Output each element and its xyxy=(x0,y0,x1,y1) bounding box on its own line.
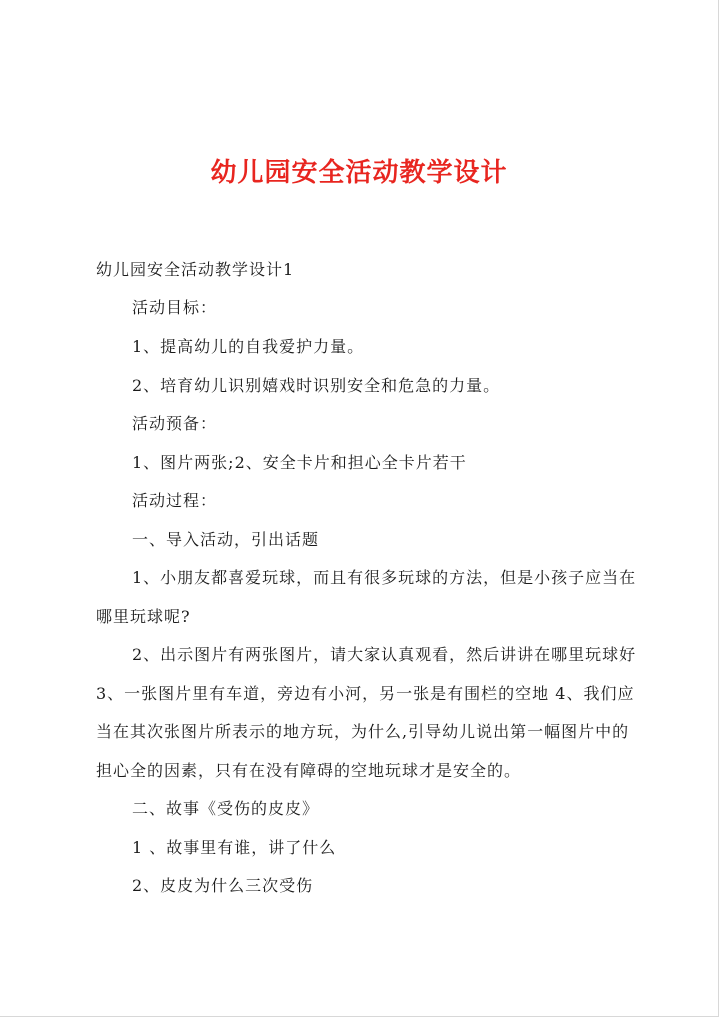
paragraph-activity-goals-label: 活动目标： xyxy=(132,298,218,317)
paragraph-step-1-1: 1、小朋友都喜爱玩球，而且有很多玩球的方法，但是小孩子应当在 xyxy=(132,568,637,587)
paragraph-step-1-2-cont-c: 担心全的因素，只有在没有障碍的空地玩球才是安全的。 xyxy=(96,761,522,780)
paragraph-step-1-2-cont-a: 3、一张图片里有车道，旁边有小河，另一张是有围栏的空地 4、我们应 xyxy=(96,684,635,703)
section-heading: 幼儿园安全活动教学设计1 xyxy=(96,260,295,279)
paragraph-step-2-heading: 二、故事《受伤的皮皮》 xyxy=(132,799,320,818)
paragraph-preparation-label: 活动预备： xyxy=(132,414,218,433)
paragraph-step-1-2-cont-b: 当在其次张图片所表示的地方玩，为什么,引导幼儿说出第一幅图片中的 xyxy=(96,722,630,741)
paragraph-step-1-1-cont: 哪里玩球呢? xyxy=(96,607,191,626)
document-title: 幼儿园安全活动教学设计 xyxy=(210,158,508,188)
paragraph-preparation-items: 1、图片两张;2、安全卡片和担心全卡片若干 xyxy=(132,453,467,472)
paragraph-process-label: 活动过程： xyxy=(132,491,218,510)
paragraph-step-2-1: 1 、故事里有谁，讲了什么 xyxy=(132,838,337,857)
paragraph-step-2-2: 2、皮皮为什么三次受伤 xyxy=(132,876,314,895)
paragraph-step-1-heading: 一、导入活动，引出话题 xyxy=(132,530,320,549)
paragraph-goal-1: 1、提高幼儿的自我爱护力量。 xyxy=(132,337,365,356)
paragraph-goal-2: 2、培育幼儿识别嬉戏时识别安全和危急的力量。 xyxy=(132,376,501,395)
paragraph-step-1-2: 2、出示图片有两张图片，请大家认真观看，然后讲讲在哪里玩球好 xyxy=(132,645,637,664)
